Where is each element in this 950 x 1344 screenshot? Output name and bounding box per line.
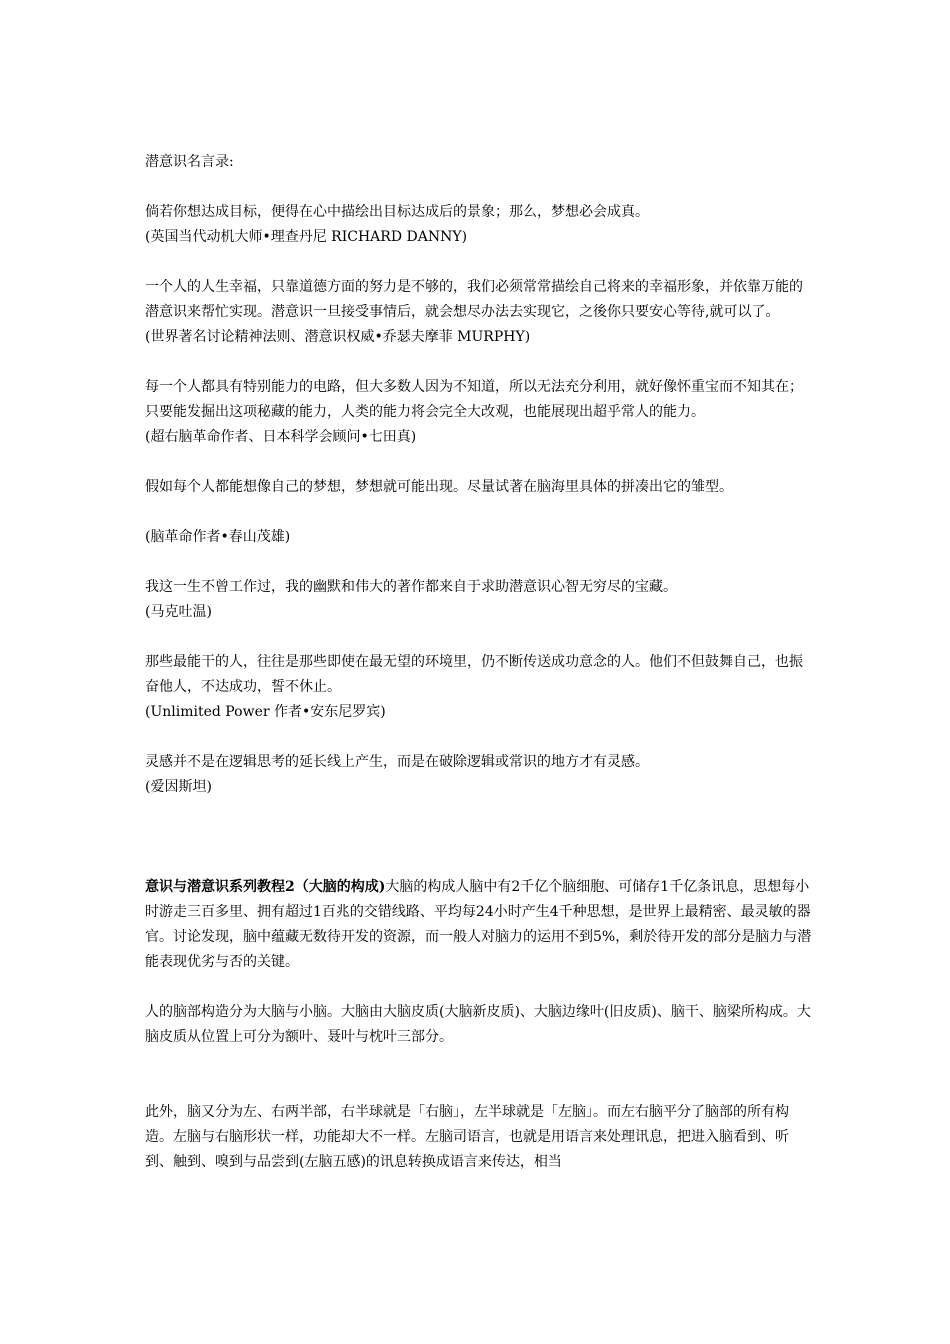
section-spacer <box>145 825 815 875</box>
quote-source: (英国当代动机大师•理查丹尼 RICHARD DANNY) <box>145 229 468 245</box>
quote-text: 假如每个人都能想像自己的梦想，梦想就可能出现。尽量试著在脑海里具体的拼凑出它的雏型。 <box>145 479 733 495</box>
quote-item <box>145 650 815 725</box>
quote-source: (脑革命作者•春山茂雄) <box>145 529 291 545</box>
tutorial-title: 意识与潜意识系列教程2（大脑的构成) <box>145 879 386 895</box>
tutorial-intro-paragraph <box>145 875 815 975</box>
quote-item <box>145 750 815 800</box>
quote-item <box>145 375 815 450</box>
quote-item <box>145 200 815 250</box>
quote-text: 那些最能干的人，往往是那些即使在最无望的环境里，仍不断传送成功意念的人。他们不但鼓舞自己，也振奋他人，不达成功，誓不休止。 <box>145 654 803 695</box>
quote-item <box>145 525 815 550</box>
quote-source: (超右脑革命作者、日本科学会顾问•七田真) <box>145 429 417 445</box>
quote-source: (爱因斯坦) <box>145 779 212 795</box>
tutorial-intro-text: 大脑的构成人脑中有2千亿个脑细胞、可储存1千亿条讯息，思想每小时游走三百多里、拥有超过1百兆的交错线路、平均每24小时产生4千种思想，是世界上最精密、最灵敏的器官。讨论发现，脑中蕴藏无数待开发的资源，而一般人对脑力的运用不到5%，剩於待开发的部分是脑力与潜能表现优劣与否的关键。 <box>145 879 812 970</box>
tutorial-paragraph-3: 此外，脑又分为左、右两半部，右半球就是「右脑」，左半球就是「左脑」。而左右脑平分了脑部的所有构造。左脑与右脑形状一样，功能却大不一样。左脑司语言，也就是用语言来处理讯息，把进入脑看到、听到、触到、嗅到与品尝到(左脑五感)的讯息转换成语言来传达，相当 <box>145 1104 789 1170</box>
document-page <box>145 150 815 1200</box>
quote-text: 倘若你想达成目标，便得在心中描绘出目标达成后的景象；那么，梦想必会成真。 <box>145 204 649 220</box>
quote-item <box>145 575 815 625</box>
quote-text: 一个人的人生幸福，只靠道德方面的努力是不够的，我们必须常常描绘自己将来的幸福形象，并依靠万能的潜意识来帮忙实现。潜意识一旦接受事情后，就会想尽办法去实现它，之後你只要安心等待,就可以了。 <box>145 279 803 320</box>
quote-item <box>145 275 815 350</box>
quote-text: 灵感并不是在逻辑思考的延长线上产生，而是在破除逻辑或常识的地方才有灵感。 <box>145 754 649 770</box>
quote-text: 每一个人都具有特别能力的电路，但大多数人因为不知道，所以无法充分利用，就好像怀重宝而不知其在；只要能发掘出这项秘藏的能力，人类的能力将会完全大改观，也能展现出超乎常人的能力。 <box>145 379 803 420</box>
quote-source: (马克吐温) <box>145 604 212 620</box>
quote-text: 我这一生不曾工作过，我的幽默和伟大的著作都来自于求助潜意识心智无穷尽的宝藏。 <box>145 579 677 595</box>
quote-source: (Unlimited Power 作者•安东尼罗宾) <box>145 704 386 720</box>
quote-item <box>145 475 815 500</box>
quote-source: (世界著名讨论精神法则、潜意识权威•乔瑟夫摩菲 MURPHY) <box>145 329 531 345</box>
quotes-heading: 潜意识名言录: <box>145 154 234 170</box>
tutorial-paragraph-2: 人的脑部构造分为大脑与小脑。大脑由大脑皮质(大脑新皮质)、大脑边缘叶(旧皮质)、脑干、脑梁所构成。大脑皮质从位置上可分为额叶、聂叶与枕叶三部分。 <box>145 1004 811 1045</box>
